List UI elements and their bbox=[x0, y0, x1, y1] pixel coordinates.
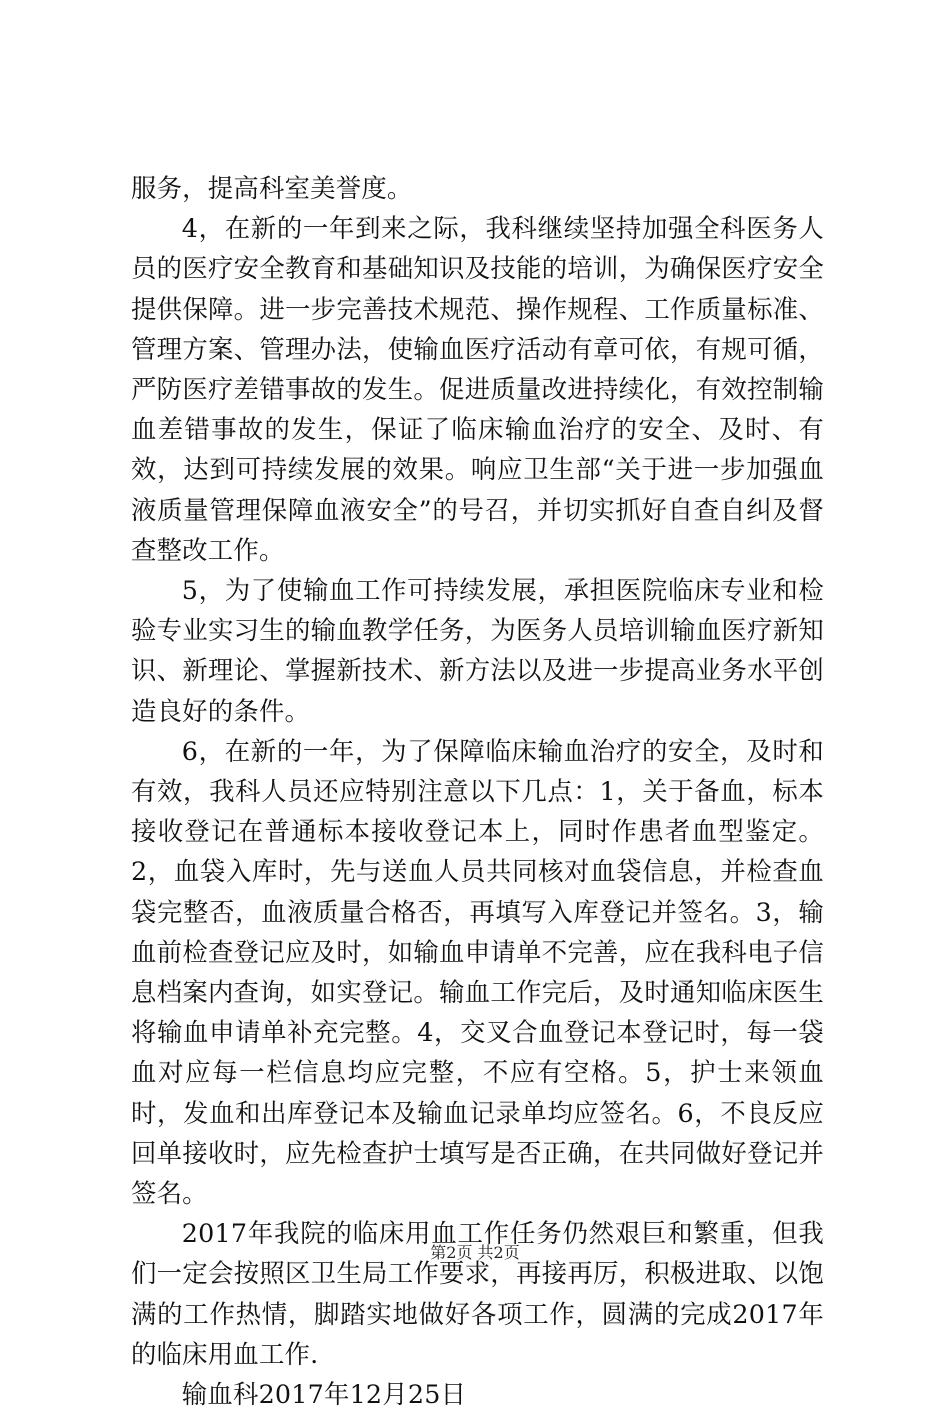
page-footer bbox=[0, 1242, 950, 1264]
paragraph-continuation: 服务，提高科室美誉度。 bbox=[131, 173, 413, 203]
paragraph-item-4: 4，在新的一年到来之际，我科继续坚持加强全科医务人员的医疗安全教育和基础知识及技能的培训，为确保医疗安全提供保障。进一步完善技术规范、操作规程、工作质量标准、管理方案、管理办法，使输血医疗活动有章可依，有规可循，严防医疗差错事故的发生。促进质量改进持续化，有效控制输血差错事故的发生，保证了临床输血治疗的安全、及时、有效，达到可持续发展的效果。响应卫生部“关于进一步加强血液质量管理保障血液安全”的号召，并切实抓好自查自纠及督查整改工作。 bbox=[131, 213, 824, 565]
page-number-label: 第2页 共2页 bbox=[430, 1243, 520, 1262]
signature-date: 输血科2017年12月25日 bbox=[181, 1379, 467, 1410]
paragraph-item-5: 5，为了使输血工作可持续发展，承担医院临床专业和检验专业实习生的输血教学任务，为医务人员培训输血医疗新知识、新理论、掌握新技术、新方法以及进一步提高业务水平创造良好的条件。 bbox=[131, 575, 824, 726]
paragraph-conclusion: 2017年我院的临床用血工作任务仍然艰巨和繁重，但我们一定会按照区卫生局工作要求，再接再厉，积极进取、以饱满的工作热情，脚踏实地做好各项工作，圆满的完成2017年的临床用血工作. bbox=[131, 1218, 824, 1369]
paragraph-item-6: 6，在新的一年，为了保障临床输血治疗的安全，及时和有效，我科人员还应特别注意以下几点：1，关于备血，标本接收登记在普通标本接收登记本上，同时作患者血型鉴定。2，血袋入库时，先与送血人员共同核对血袋信息，并检查血袋完整否，血液质量合格否，再填写入库登记并签名。3，输血前检查登记应及时，如输血申请单不完善，应在我科电子信息档案内查询，如实登记。输血工作完后，及时通知临床医生将输血申请单补充完整。4，交叉合血登记本登记时，每一袋血对应每一栏信息均应完整，不应有空格。5，护士来领血时，发血和出库登记本及输血记录单均应签名。6，不良反应回单接收时，应先检查护士填写是否正确，在共同做好登记并签名。 bbox=[131, 735, 824, 1209]
document-body bbox=[131, 168, 824, 1414]
